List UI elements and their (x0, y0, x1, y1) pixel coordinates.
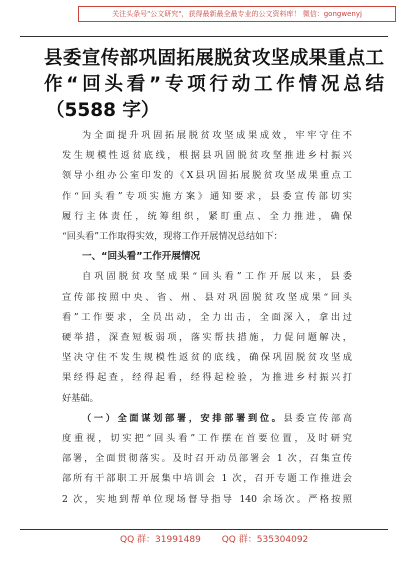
subsection-line: 度重视，切实把“回头看”工作摆在首要位置，及时研究 (62, 433, 352, 445)
subsection-line: 2 次，实地到帮单位现场督导指导 140 余场次。严格按照 (62, 493, 352, 505)
footer-qq-group-2: QQ 群：535304092 (221, 535, 309, 545)
intro-line: 履行主体责任，统筹组织，紧盯重点、全力推进，确保 (62, 210, 352, 222)
header-divider (20, 36, 388, 37)
document-title (44, 46, 384, 124)
section-line: 看”工作要求，全员出动，全力出击，全面深入，拿出过 (62, 311, 352, 323)
section-line: 好基础。 (62, 392, 99, 404)
section-line: 宣传部按照中央、省、州、县对巩固脱贫攻坚成果“回头 (62, 291, 352, 303)
section-line: 坚决守住不发生规模性返贫的底线，确保巩固脱贫攻坚成 (62, 352, 352, 364)
section-line: 自巩固脱贫攻坚成果“回头看”工作开展以来，县委 (82, 271, 352, 283)
section-line: 硬举措，深查短板弱项，落实帮扶措施，力促问题解决， (62, 332, 352, 344)
subsection-first-line (62, 409, 352, 429)
intro-line: 作“回头看”专项实施方案》通知要求，县委宣传部切实 (62, 190, 352, 202)
section-heading: 一、“回头看”工作开展情况 (82, 251, 201, 263)
footer-qq-group-1: QQ 群：31991489 (120, 535, 201, 545)
subsection-heading: （一）全面谋划部署，安排部署到位。 (82, 412, 284, 424)
title-word-count: （5588 字） (46, 100, 160, 121)
intro-line: 发生规模性返贫底线，根据县巩固脱贫攻坚推进乡村振兴 (62, 150, 352, 162)
header-banner: 关注头条号"公文研究"，获得最新最全最专业的公文资料库！ 微信：gongwenyj (78, 6, 396, 22)
subsection-lead-text: 县委宣传部高 (283, 412, 352, 424)
intro-line: 领导小组办公室印发的《X县巩固拓展脱贫攻坚成果重点工 (62, 170, 352, 182)
title-line-1: 县委宣传部巩固拓展脱贫攻坚成果重点工 (44, 48, 384, 69)
intro-line: “回头看”工作取得实效，现将工作开展情况总结如下： (62, 231, 283, 243)
footer (120, 532, 308, 545)
title-line-2: 作“回头看”专项行动工作情况总结 (44, 74, 384, 95)
footer-divider (20, 529, 388, 530)
document-body (62, 126, 352, 510)
subsection-line: 部所有干部职工开展集中培训会 1 次，召开专题工作推进会 (62, 473, 352, 485)
intro-line: 为全面提升巩固拓展脱贫攻坚成果成效，牢牢守住不 (82, 130, 352, 141)
section-line: 果经得起查，经得起看，经得起检验，为推进乡村振兴打 (62, 372, 352, 384)
subsection-line: 部署，全面贯彻落实。及时召开动员部署会 1 次，召集宣传 (62, 453, 352, 465)
